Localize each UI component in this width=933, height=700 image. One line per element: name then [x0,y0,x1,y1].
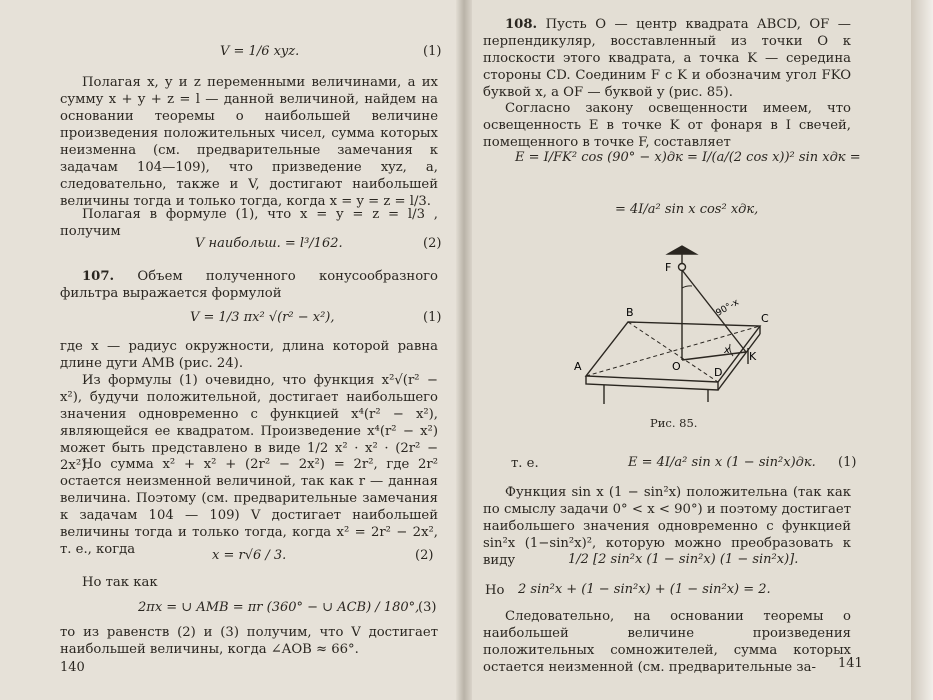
book-gutter [456,0,472,700]
paragraph-problem-108 [483,16,851,101]
formula-transform: 1/2 [2 sin²x (1 − sin²x) (1 − sin²x)]. [568,552,799,567]
figure-label-x: x [724,345,730,356]
page-edge [911,0,933,700]
paragraph: Полагая в формуле (1), что x = y = z = l/3 , получим [60,207,438,239]
figure-caption: Рис. 85. [650,416,698,430]
figure-label-C: C [761,312,769,325]
formula-illumination-result: E = 4I/a² sin x (1 − sin²x)дк. [628,455,816,470]
paragraph: Из формулы (1) очевидно, что функция x²√(r² − x²), будучи положительной, достигает наибольшего значения одновременно с функцией x⁴(r² − x²), являющейся ее квадратом. Произведение x⁴(r² − x²) может быть представлено в виде 1/2 x² · x² · (2r² − 2x²). [60,373,438,473]
text-prefix: т. е. [511,456,539,471]
equation-number: (1) [838,455,857,470]
figure-label-F: F [665,261,672,274]
paragraph: где x — радиус окружности, длина которой равна длине дуги AMB (рис. 24). [60,339,438,371]
formula-sum: 2 sin²x + (1 − sin²x) + (1 − sin²x) = 2. [518,582,771,597]
figure-85 [568,240,778,410]
text-prefix: Но [485,583,505,598]
paragraph: Согласно закону освещенности имеем, что освещенность E в точке K от фонаря в I свечей, помещенного в точке F, составляет [483,101,851,150]
equation-number: (3) [418,600,437,615]
formula-illumination: E = I/FK² cos (90° − x)дк = I/(a/(2 cos x))² sin xдк = [515,150,861,165]
paragraph: то из равенств (2) и (3) получим, что V достигает наибольшей величины, когда ∠AOB ≈ 66°. [60,625,438,657]
paragraph-problem-107 [60,268,438,302]
formula-max-volume: V наибольш. = l³/162. [195,236,343,251]
equation-number: (2) [423,236,442,251]
problem-number: 107. [82,269,115,284]
figure-label-K: K [749,350,757,363]
paragraph: Полагая x, y и z переменными величинами, а их сумму x + y + z = l — данной величиной, найдем на основании теоремы о наибольшей величине произведения положительных чисел, сумма которых неизменна (см. предварительные замечания к задачам 104—109), что призведение xyz, а, следовательно, также и V, достигают наибольшей величины тогда и только тогда, когда x = y = z = l/3. [60,75,438,209]
paragraph: Но сумма x² + x² + (2r² − 2x²) = 2r², где 2r² остается неизменной величиной, так как r — данная величина. Поэтому (см. предварительные замечания к задачам 104 — 109) V достигает наибольшей величины тогда и только тогда, когда x² = 2r² − 2x², т. е., когда [60,457,438,557]
formula-volume: V = 1/6 xyz. [220,44,300,59]
formula-illumination-2: = 4I/a² sin x cos² xдк, [615,202,759,217]
problem-number: 108. [505,17,538,32]
formula-cone-volume: V = 1/3 πx² √(r² − x²), [190,310,335,325]
paragraph-text: Пусть O — центр квадрата ABCD, OF — перпендикуляр, восставленный из точки O к плоскости этого квадрата, а точка K — середина стороны CD. Соединим F с K и обозначим угол FKO буквой x, а OF — буквой y (рис. 85). [483,17,851,100]
figure-label-D: D [714,366,723,379]
figure-label-A: A [574,360,582,373]
paragraph: Следовательно, на основании теоремы о наибольшей величине произведения положительных сомножителей, сумма которых остается неизменной (см. предварительные за- [483,609,851,675]
figure-label-angle: 90°-x [714,297,741,319]
paragraph: Но так как [82,575,158,590]
page-number-right: 141 [838,656,863,671]
page-number-left: 140 [60,660,85,675]
paragraph-text: Объем полученного конусообразного фильтра выражается формулой [60,269,438,301]
equation-number: (2) [415,548,434,563]
formula-radius: x = r√6 / 3. [212,548,287,563]
paragraph: Функция sin x (1 − sin²x) положительна (так как по смыслу задачи 0° < x < 90°) и поэтому достигает наибольшего значения одновременно с функцией sin²x (1−sin²x)², которую можно преобразовать к виду [483,485,851,568]
figure-label-B: B [626,306,634,319]
equation-number: (1) [423,310,442,325]
equation-number: (1) [423,44,442,59]
formula-arc: 2πx = ∪ AMB = πr (360° − ∪ ACB) / 180°, [138,600,420,615]
figure-label-O: O [672,360,681,373]
